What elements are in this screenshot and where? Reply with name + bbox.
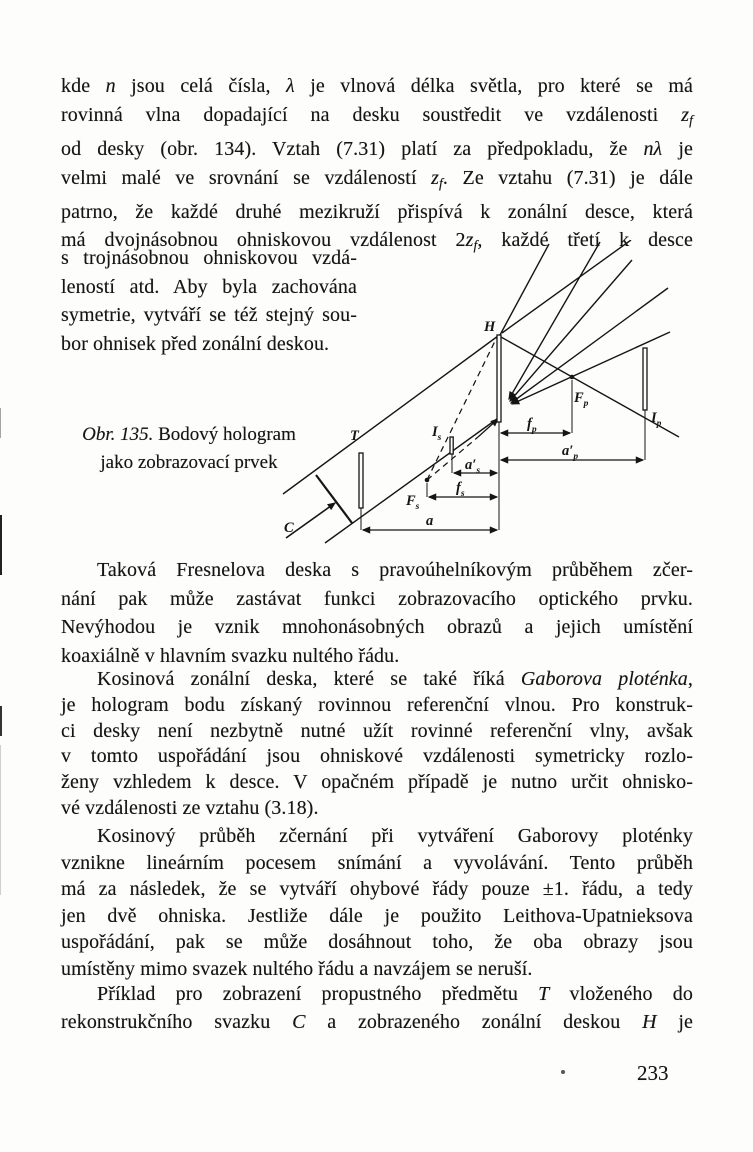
figure-135-diagram (280, 240, 753, 552)
diffracted-rays (500, 240, 679, 437)
label-ap-prime: $a'_p$ (562, 443, 579, 462)
figure-title: Bodový hologram (153, 424, 296, 445)
object-plate-T (359, 453, 363, 508)
image-plate-Ip (643, 348, 647, 410)
scan-artifact (0, 706, 2, 736)
label-T: T (350, 428, 359, 444)
label-a: a (426, 513, 434, 529)
label-fp: $f_p$ (527, 416, 537, 435)
wavefront-mark (316, 475, 352, 523)
figure-caption (75, 421, 303, 477)
optical-plates (359, 335, 647, 508)
paragraph-5: Příklad pro zobrazení propustného předmětu T vloženého do rekonstrukčního svazku C a zobrazeného zonální deskou H je (61, 983, 693, 1033)
focus-point-Fp (570, 375, 575, 380)
ray-zero-order-upper (502, 240, 631, 333)
dimension-connectors (361, 380, 645, 530)
label-fs: $f_s$ (456, 480, 465, 499)
label-as-prime: $a'_s$ (465, 457, 481, 476)
dashed-ray-upper (427, 337, 497, 480)
paragraph-3: Kosinová zonální deska, které se také říká Gaborova ploténka, je hologram bodu získaný rovinnou referenční vlnou. Pro konstruk- ci desky není nezbytně nutné užít rovinné referenční vlny, avšak v tomto uspořádání jsou ohniskové vzdálenosti symetricky rozlo- ženy vzhledem k desce. V opačném případě je nutno určit ohnisko- vé vzdálenosti ze vztahu (3.18). (61, 668, 693, 819)
label-Fs: $F_s$ (406, 493, 420, 512)
virtual-focus-rays (427, 337, 498, 480)
paragraph-2: Taková Fresnelova deska s pravoúhelníkovým průběhem zčer- nání pak může zastávat funkci zobrazovacího optického prvku. Nevýhodou je vznik mnohonásobných obrazů a jejich umístění koaxiálně v hlavním svazku nultého řádu. (61, 559, 693, 668)
paragraph-1-narrow: s trojnásobnou ohniskovou vzdá- leností atd. Aby byla zachována symetrie, vytváří se též stejný sou- bor ohnisek před zonální deskou. (61, 247, 357, 356)
dimension-lines (363, 433, 643, 530)
scan-artifact (0, 515, 2, 575)
figure-number: Obr. 135. (82, 424, 154, 445)
paragraph-4: Kosinový průběh zčernání při vytváření Gaborovy ploténky vznikne lineárním pocesem snímání a vyvolávání. Tento průběh má za následek, že se vytváří ohybové řády pouze ±1. řádu, a tedy jen dvě ohniska. Jestliže dále je použito Leithova-Upatnieksova uspořádání, pak se může dosáhnout toho, že oba obrazy jsou umístěny mimo svazek nultého řádu a navzájem se neruší. (61, 825, 693, 980)
label-C: C (284, 520, 294, 536)
ray-converging-steep (509, 242, 600, 399)
image-plate-Is (450, 437, 453, 454)
beam-boundary-lines (283, 336, 501, 543)
scan-artifact (0, 408, 1, 438)
label-Is: $I_s$ (432, 424, 442, 443)
figure-caption-line2: jako zobrazovací prvek (100, 452, 278, 473)
scan-speck (561, 1070, 565, 1074)
label-Fp: $F_p$ (574, 390, 589, 409)
label-H: H (484, 319, 496, 335)
label-Ip: $I_p$ (651, 410, 662, 429)
focus-point-Fs (425, 478, 430, 483)
paragraph-1-wide: kde n jsou celá čísla, λ je vlnová délka světla, pro které se má rovinná vlna dopadající na desku soustředit ve vzdálenosti $z_f$ od desky (obr. 134). Vztah (7.31) platí za předpokladu, že nλ je velmi malé ve srovnání se vzdáleností $z_f$. Ze vztahu (7.31) je dále patrno, že každé druhé mezikruží přispívá k zonální desce, která má dvojnásobnou ohniskovou vzdálenost $2z_f$, každé třetí k desce (61, 75, 693, 253)
hologram-plate-H (497, 335, 501, 422)
page-number: 233 (637, 1061, 669, 1085)
figure-caption-line1 (75, 421, 303, 449)
scan-artifact (0, 745, 1, 895)
ray-steep-from-top (500, 244, 549, 335)
dashed-ray-arrow-segment (478, 419, 498, 437)
